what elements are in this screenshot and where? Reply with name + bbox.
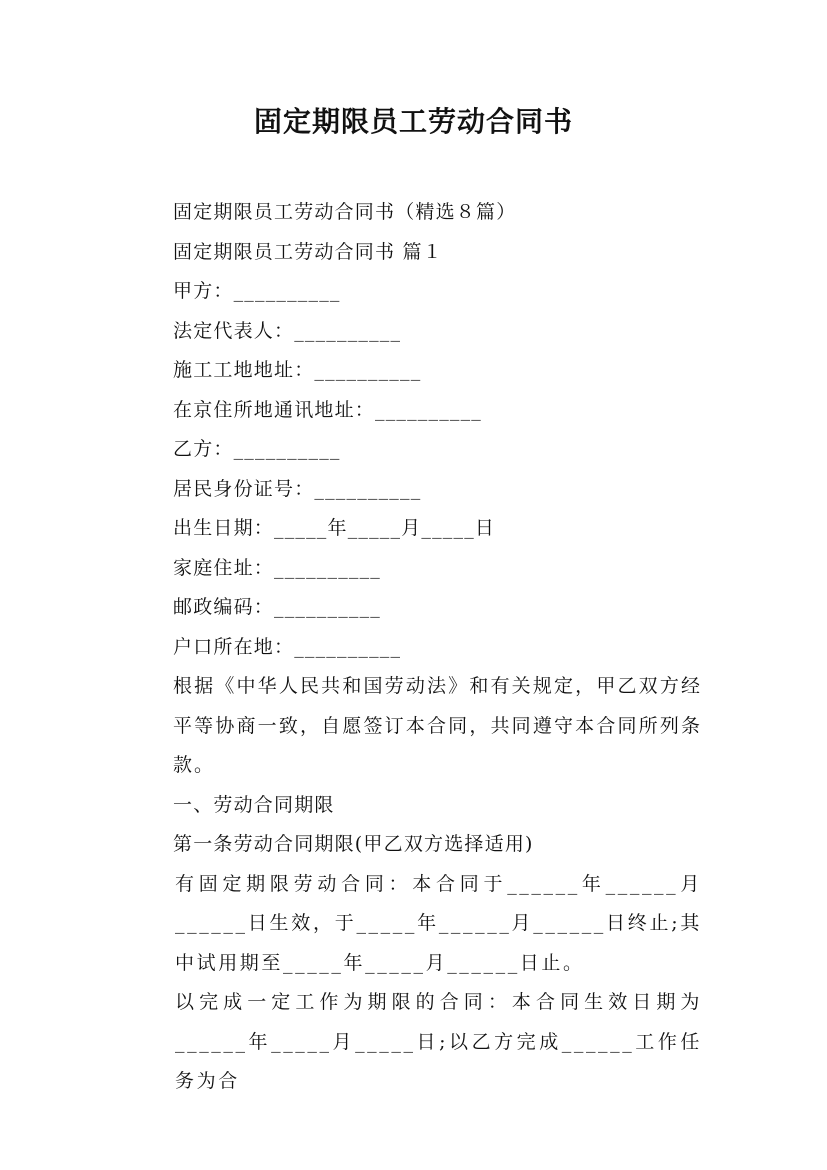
field-hukou-location: 户口所在地：__________ [173,635,402,658]
field-party-b: 乙方：__________ [173,438,341,460]
clause-task-based-term: 以完成一定工作为期限的合同：本合同生效日期为______年_____月_____日;以乙方完成______工作任务为合 [175,991,702,1092]
field-birth-date: 出生日期：_____年_____月_____日 [173,517,496,539]
field-legal-representative: 法定代表人：__________ [173,319,402,342]
paragraph-subtitle: 固定期限员工劳动合同书（精选８篇） [173,201,517,223]
clause-fixed-term: 有固定期限劳动合同：本合同于______年______月______日生效，于_____年______月______日终止;其中试用期至_____年_____月______日止。 [175,872,702,974]
paragraph-section-heading: 固定期限员工劳动合同书 篇１ [173,240,443,263]
document-title: 固定期限员工劳动合同书 [253,105,573,138]
heading-contract-term: 一、劳动合同期限 [173,793,335,816]
document-body [126,193,702,1102]
field-beijing-mailing-address: 在京住所地通讯地址：__________ [173,398,483,421]
field-site-address: 施工工地地址：__________ [173,359,422,381]
field-id-number: 居民身份证号：__________ [173,477,422,500]
field-party-a: 甲方：__________ [173,280,341,302]
field-home-address: 家庭住址：__________ [173,556,382,579]
paragraph-preamble: 根据《中华人民共和国劳动法》和有关规定，甲乙双方经平等协商一致，自愿签订本合同，共同遵守本合同所列条款。 [173,675,702,776]
article-one: 第一条劳动合同期限(甲乙双方选择适用) [173,833,534,855]
field-postal-code: 邮政编码：__________ [173,596,382,618]
